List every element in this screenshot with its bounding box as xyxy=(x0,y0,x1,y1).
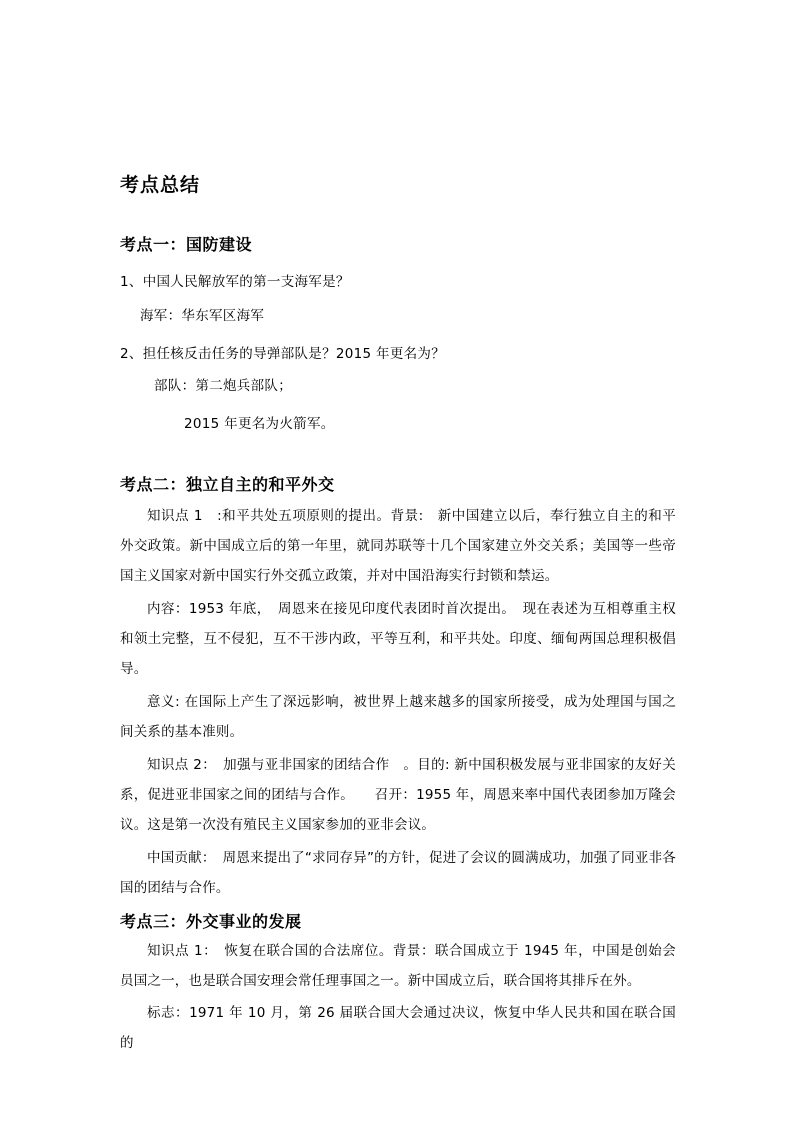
answer-1: 海军：华东军区海军 xyxy=(140,308,265,324)
paragraph-contribution: 中国贡献： 周恩来提出了“求同存异”的方针，促进了会议的圆满成功，加强了同亚非各国的团结与合作。 xyxy=(120,850,676,896)
question-1: 1、中国人民解放军的第一支海军是？ xyxy=(120,274,350,290)
section-heading-3: 考点三：外交事业的发展 xyxy=(120,912,302,931)
paragraph-knowledge-1: 知识点 1 :和平共处五项原则的提出。背景: 新中国建立以后，奉行独立自主的和平外交政策。新中国成立后的第一年里，就同苏联等十几个国家建立外交关系；美国等一些帝国主义国家对新中国实行外交孤立政策，并对中国沿海实行封锁和禁运。 xyxy=(120,508,676,584)
answer-3: 2015 年更名为火箭军。 xyxy=(184,416,335,432)
paragraph-un-seat: 知识点 1： 恢复在联合国的合法席位。背景：联合国成立于 1945 年，中国是创始会员国之一，也是联合国安理会常任理事国之一。新中国成立后，联合国将其排斥在外。 xyxy=(120,943,676,989)
paragraph-content: 内容：1953 年底， 周恩来在接见印度代表团时首次提出。 现在表述为互相尊重主权和领土完整，互不侵犯，互不干涉内政，平等互利，和平共处。印度、缅甸两国总理积极倡导。 xyxy=(120,601,676,677)
answer-2: 部队：第二炮兵部队； xyxy=(154,378,292,394)
paragraph-marker: 标志：1971 年 10 月，第 26 届联合国大会通过决议，恢复中华人民共和国在联合国的 xyxy=(120,1005,676,1051)
paragraph-significance: 意义: 在国际上产生了深远影响，被世界上越来越多的国家所接受，成为处理国与国之间关系的基本准则。 xyxy=(120,694,676,740)
paragraph-knowledge-2: 知识点 2： 加强与亚非国家的团结合作 。目的: 新中国积极发展与亚非国家的友好关系，促进亚非国家之间的团结与合作。 召开：1955 年，周恩来率中国代表团参加万隆会议。这是第一次没有殖民主义国家参加的亚非会议。 xyxy=(120,757,676,833)
question-2: 2、担任核反击任务的导弹部队是？2015 年更名为？ xyxy=(120,346,446,362)
page-title: 考点总结 xyxy=(120,174,201,196)
section-heading-1: 考点一：国防建设 xyxy=(120,235,253,254)
section-heading-2: 考点二：独立自主的和平外交 xyxy=(120,475,335,494)
